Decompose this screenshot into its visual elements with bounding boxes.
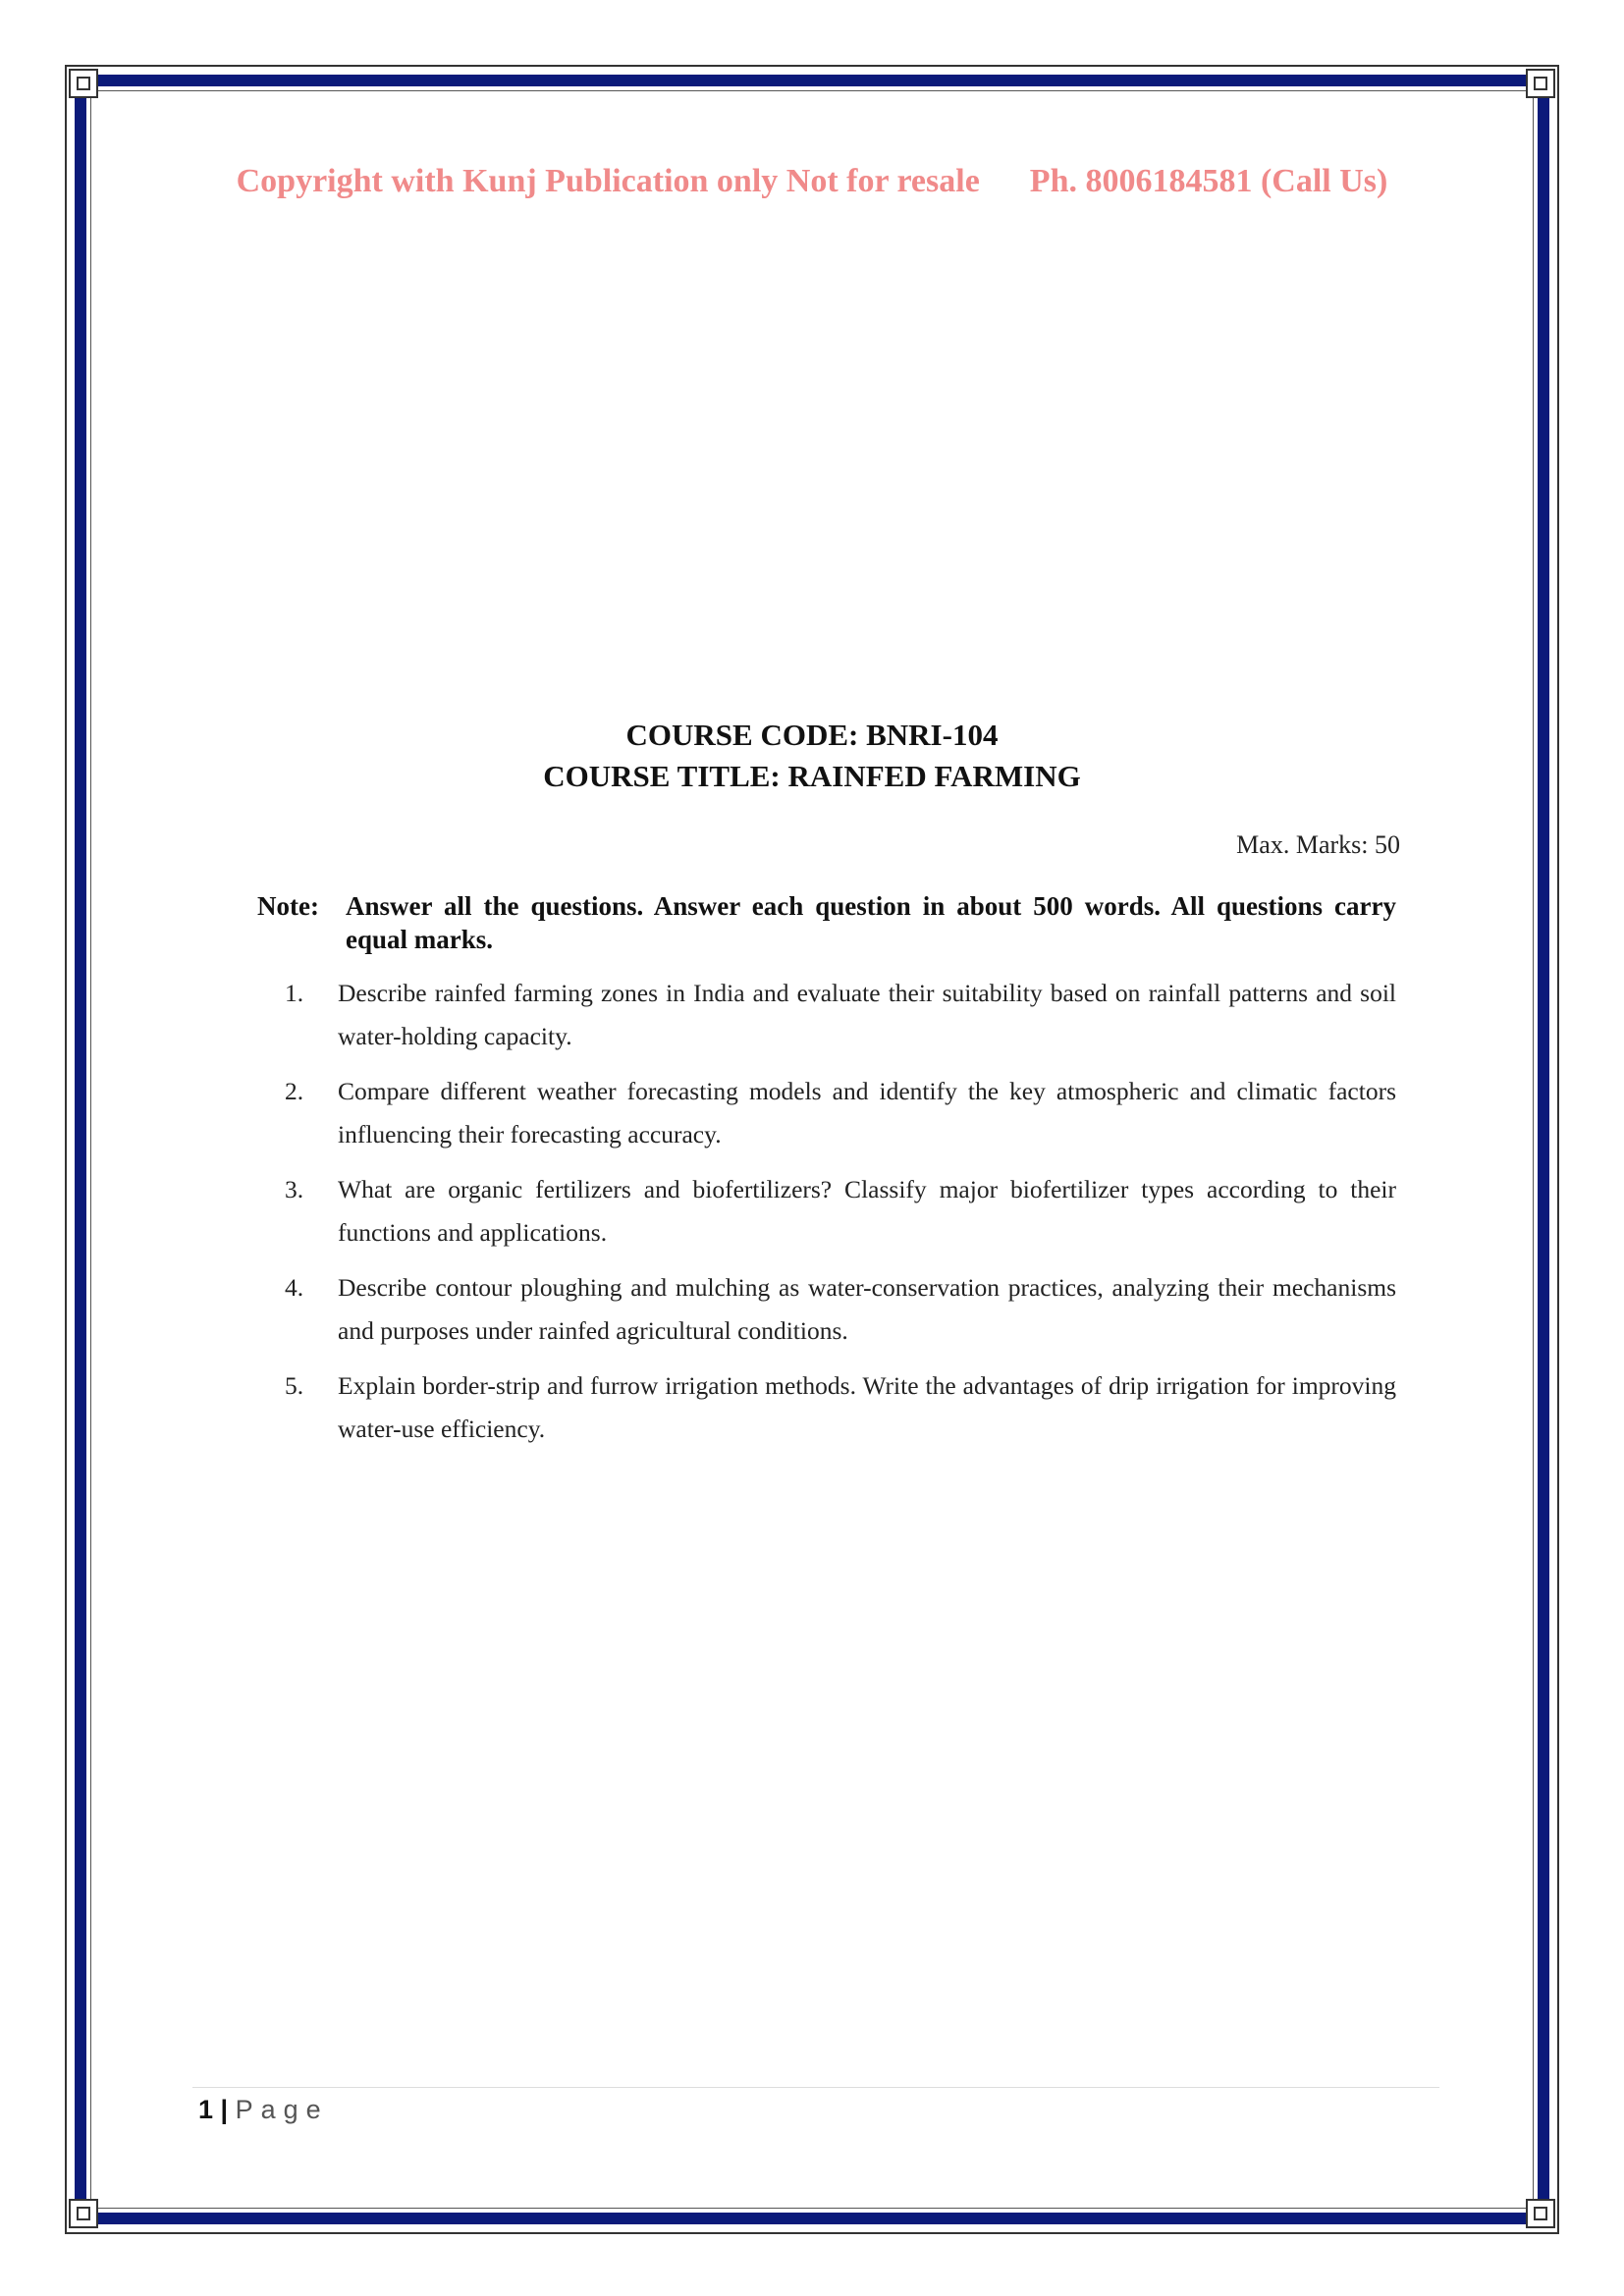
question-text: Compare different weather forecasting models and identify the key atmospheric and climatic factors influencing their forecasting accuracy. [338,1077,1396,1148]
page-label: Page [235,2095,329,2124]
max-marks: Max. Marks: 50 [1236,830,1400,859]
course-code: COURSE CODE: BNRI-104 [625,718,999,752]
question-number: 1. [285,979,304,1007]
border-corner-bottom-right [1526,2199,1555,2228]
question-number: 2. [285,1077,304,1105]
question-text: What are organic fertilizers and biofertilizers? Classify major biofertilizer types according to their functions and applications. [338,1175,1396,1247]
copyright-text: Copyright with Kunj Publication only Not for resale [236,163,980,199]
question-text: Describe rainfed farming zones in India and evaluate their suitability based on rainfall patterns and soil water-holding capacity. [338,979,1396,1050]
copyright-header [0,163,1624,200]
course-title: COURSE TITLE: RAINFED FARMING [543,759,1081,793]
question-item [279,972,1396,1058]
question-item [279,1266,1396,1353]
page-number: 1 [198,2095,214,2124]
course-heading [0,715,1624,797]
page-separator: | [220,2095,229,2124]
border-corner-top-left [69,69,98,98]
question-item [279,1364,1396,1451]
question-item [279,1070,1396,1156]
question-number: 3. [285,1175,304,1203]
border-corner-top-right [1526,69,1555,98]
page-footer [198,2095,329,2125]
phone-text: Ph. 8006184581 (Call Us) [1029,163,1388,199]
question-item [279,1168,1396,1255]
question-text: Describe contour ploughing and mulching as water-conservation practices, analyzing their mechanisms and purposes under rainfed agricultural conditions. [338,1273,1396,1345]
instructions-note [257,889,1396,956]
question-number: 4. [285,1273,304,1302]
border-corner-bottom-left [69,2199,98,2228]
question-list [279,972,1396,1463]
question-number: 5. [285,1371,304,1400]
note-text: Answer all the questions. Answer each question in about 500 words. All questions carry equal marks. [346,891,1396,954]
footer-divider [192,2087,1439,2088]
note-label: Note: [257,891,319,921]
question-text: Explain border-strip and furrow irrigation methods. Write the advantages of drip irrigation for improving water-use efficiency. [338,1371,1396,1443]
